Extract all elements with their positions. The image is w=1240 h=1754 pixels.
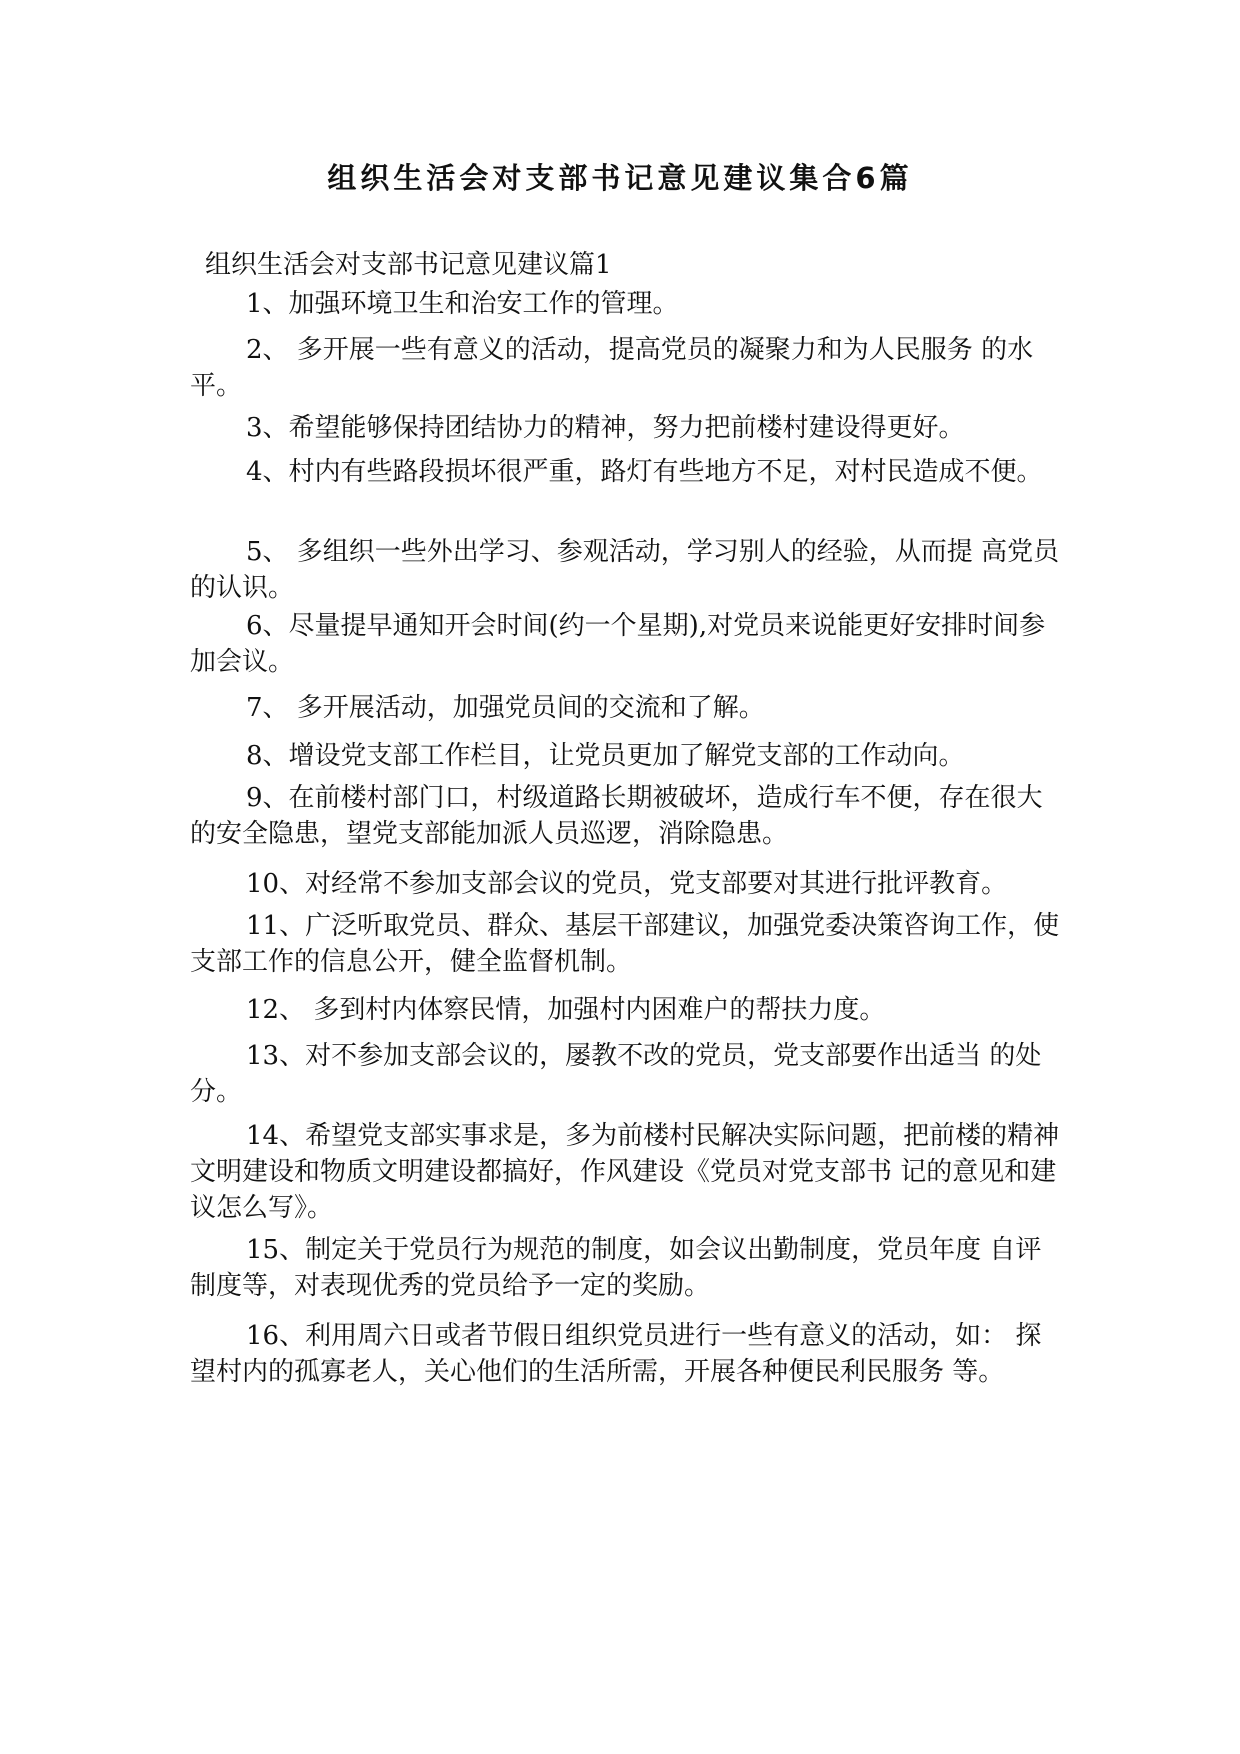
suggestion-paragraph: 11、广泛听取党员、群众、基层干部建议，加强党委决策咨询工作，使支部工作的信息公开，健全监督机制。 bbox=[190, 911, 1060, 977]
suggestion-paragraph: 10、对经常不参加支部会议的党员，党支部要对其进行批评教育。 bbox=[246, 869, 1008, 899]
suggestion-paragraph: 8、增设党支部工作栏目，让党员更加了解党支部的工作动向。 bbox=[246, 741, 965, 771]
document-title: 组织生活会对支部书记意见建议集合6篇 bbox=[327, 161, 913, 195]
suggestion-paragraph: 5、 多组织一些外出学习、参观活动，学习别人的经验，从而提 高党员的认识。 bbox=[190, 537, 1060, 603]
suggestion-paragraph: 14、希望党支部实事求是，多为前楼村民解决实际问题，把前楼的精神文明建设和物质文明建设都搞好，作风建设《党员对党支部书 记的意见和建议怎么写》。 bbox=[190, 1121, 1060, 1223]
suggestion-paragraph: 3、希望能够保持团结协力的精神，努力把前楼村建设得更好。 bbox=[246, 413, 965, 443]
suggestion-paragraph: 12、 多到村内体察民情，加强村内困难户的帮扶力度。 bbox=[246, 995, 886, 1025]
section-heading: 组织生活会对支部书记意见建议篇1 bbox=[205, 250, 612, 280]
suggestion-paragraph: 1、加强环境卫生和治安工作的管理。 bbox=[246, 289, 679, 319]
suggestion-paragraph: 16、利用周六日或者节假日组织党员进行一些有意义的活动，如： 探望村内的孤寡老人，关心他们的生活所需，开展各种便民利民服务 等。 bbox=[190, 1321, 1042, 1387]
suggestion-paragraph: 9、在前楼村部门口，村级道路长期被破坏，造成行车不便，存在很大的安全隐患，望党支部能加派人员巡逻，消除隐患。 bbox=[190, 783, 1043, 849]
suggestion-paragraph: 6、尽量提早通知开会时间(约一个星期),对党员来说能更好安排时间参加会议。 bbox=[190, 611, 1046, 677]
suggestion-paragraph: 13、对不参加支部会议的，屡教不改的党员，党支部要作出适当 的处分。 bbox=[190, 1041, 1042, 1107]
suggestion-paragraph: 7、 多开展活动，加强党员间的交流和了解。 bbox=[246, 693, 765, 723]
suggestion-paragraph: 4、村内有些路段损坏很严重，路灯有些地方不足，对村民造成不便。 bbox=[246, 457, 1043, 487]
suggestion-paragraph: 15、制定关于党员行为规范的制度，如会议出勤制度，党员年度 自评制度等，对表现优秀的党员给予一定的奖励。 bbox=[190, 1235, 1042, 1301]
suggestion-paragraph: 2、 多开展一些有意义的活动，提高党员的凝聚力和为人民服务 的水平。 bbox=[190, 335, 1034, 401]
